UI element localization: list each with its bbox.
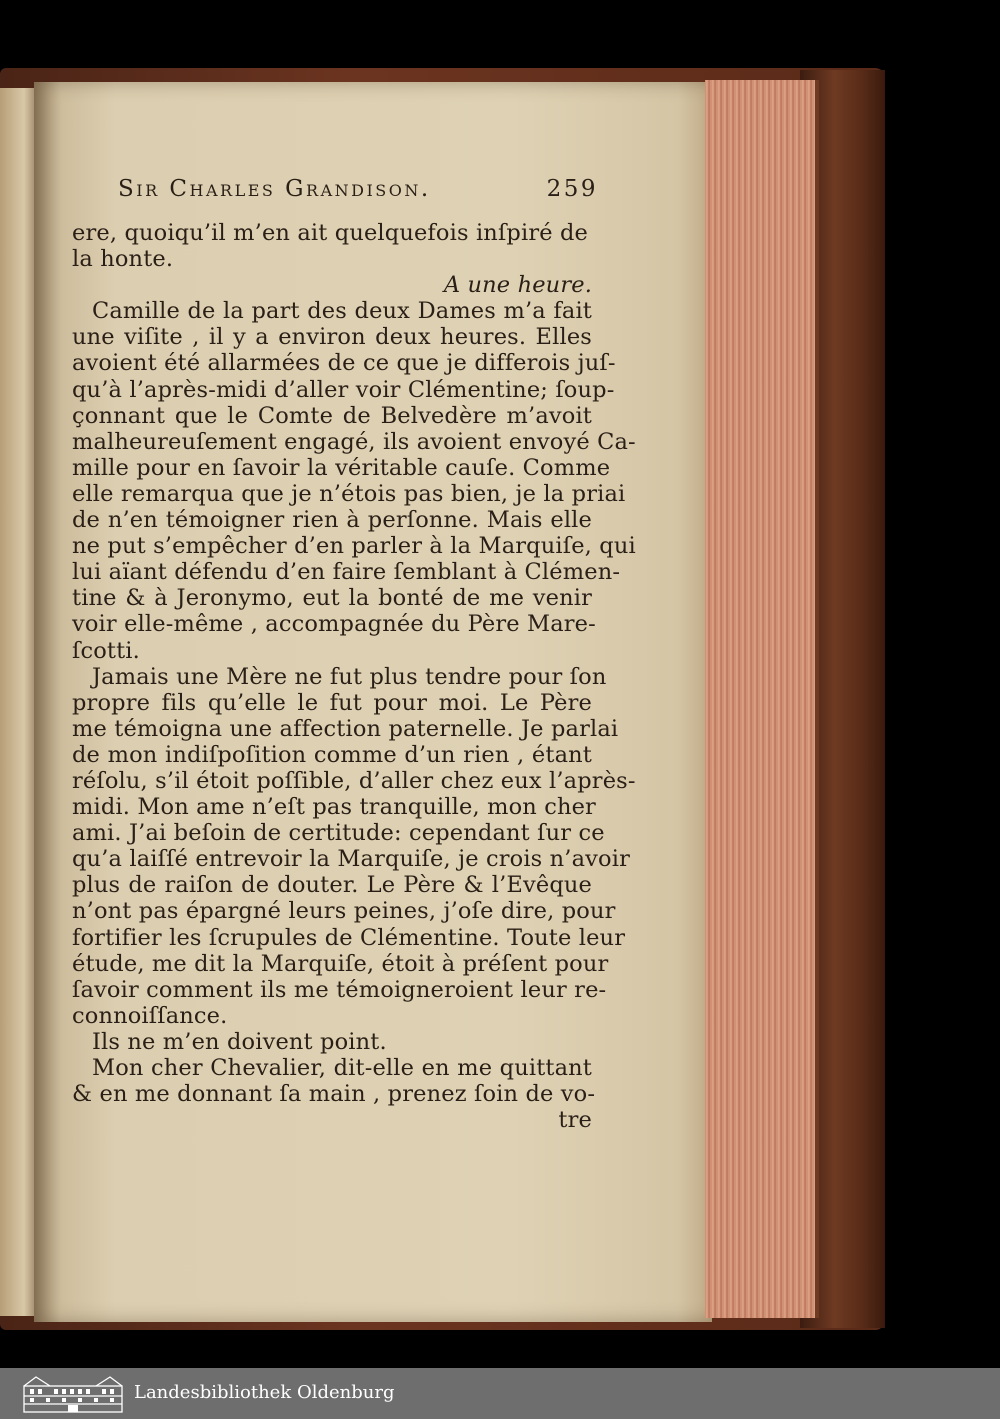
text-line: lui aïant défendu d’en faire ſemblant à Clémen- xyxy=(72,559,621,586)
text-line: de mon indiſpoſition comme d’un rien , étant xyxy=(72,741,592,768)
text-line: n’ont pas épargné leurs peines, j’oſe dire, pour xyxy=(72,898,616,925)
text-line: ſcotti. xyxy=(72,637,140,664)
text-line: tre xyxy=(558,1107,592,1134)
text-line: me témoigna une affection paternelle. Je parlai xyxy=(72,715,619,742)
text-line: voir elle-même , accompagnée du Père Mare- xyxy=(72,611,596,638)
library-building-logo-icon xyxy=(22,1374,124,1414)
text-line: A une heure. xyxy=(443,272,592,299)
text-line: avoient été allarmées de ce que je differois juſ- xyxy=(72,350,616,377)
text-line: midi. Mon ame n’eſt pas tranquille, mon cher xyxy=(72,794,596,821)
text-line: étude, me dit la Marquiſe, étoit à préſent pour xyxy=(72,950,609,977)
page-fore-edge xyxy=(705,80,819,1318)
text-line: tine & à Jeronymo, eut la bonté de me venir xyxy=(72,585,592,612)
text-line: qu’a laiſſé entrevoir la Marquiſe, je crois n’avoir xyxy=(72,846,630,873)
text-line: réſolu, s’il étoit poſſible, d’aller chez eux l’après- xyxy=(72,767,636,794)
text-line: la honte. xyxy=(72,246,174,273)
text-line: Mon cher Chevalier, dit-elle en me quittant xyxy=(92,1055,592,1081)
text-line: connoiſſance. xyxy=(72,1002,228,1029)
running-header xyxy=(118,176,598,202)
page-number: 259 xyxy=(546,176,598,202)
text-line: Jamais une Mère ne fut plus tendre pour ſon xyxy=(92,663,607,690)
text-line: ſavoir comment ils me témoigneroient leur re- xyxy=(72,976,607,1003)
text-line: & en me donnant ſa main , prenez ſoin de vo- xyxy=(72,1081,596,1108)
text-line: qu’à l’après-midi d’aller voir Clémentine; ſoup- xyxy=(72,376,615,403)
text-line: plus de raiſon de douter. Le Père & l’Evêque xyxy=(72,872,592,899)
text-line: de n’en témoigner rien à perſonne. Mais elle xyxy=(72,507,592,534)
library-name: Landesbibliothek Oldenburg xyxy=(134,1382,395,1403)
text-line: malheureuſement engagé, ils avoient envoyé Ca- xyxy=(72,428,636,455)
text-line: ami. J’ai beſoin de certitude: cependant ſur ce xyxy=(72,820,605,847)
text-line: çonnant que le Comte de Belvedère m’avoit xyxy=(72,402,592,429)
text-line: fortifier les ſcrupules de Clémentine. Toute leur xyxy=(72,924,626,951)
footer-bar xyxy=(0,1368,1000,1419)
text-line: mille pour en ſavoir la véritable cauſe. Comme xyxy=(72,454,611,481)
text-line: ne put s’empêcher d’en parler à la Marquiſe, qui xyxy=(72,533,636,560)
text-line: elle remarqua que je n’étois pas bien, je la priai xyxy=(72,480,626,507)
running-title: Sir Charles Grandison. xyxy=(118,176,431,202)
text-line: une viſite , il y a environ deux heures. Elles xyxy=(72,324,592,351)
text-line: Camille de la part des deux Dames m’a fait xyxy=(92,298,592,325)
text-line: Ils ne m’en doivent point. xyxy=(92,1028,387,1055)
text-line: ere, quoiqu’il m’en ait quelquefois inſpiré de xyxy=(72,220,589,246)
text-line: propre fils qu’elle le fut pour moi. Le Père xyxy=(72,689,592,716)
page-text xyxy=(72,220,636,1134)
